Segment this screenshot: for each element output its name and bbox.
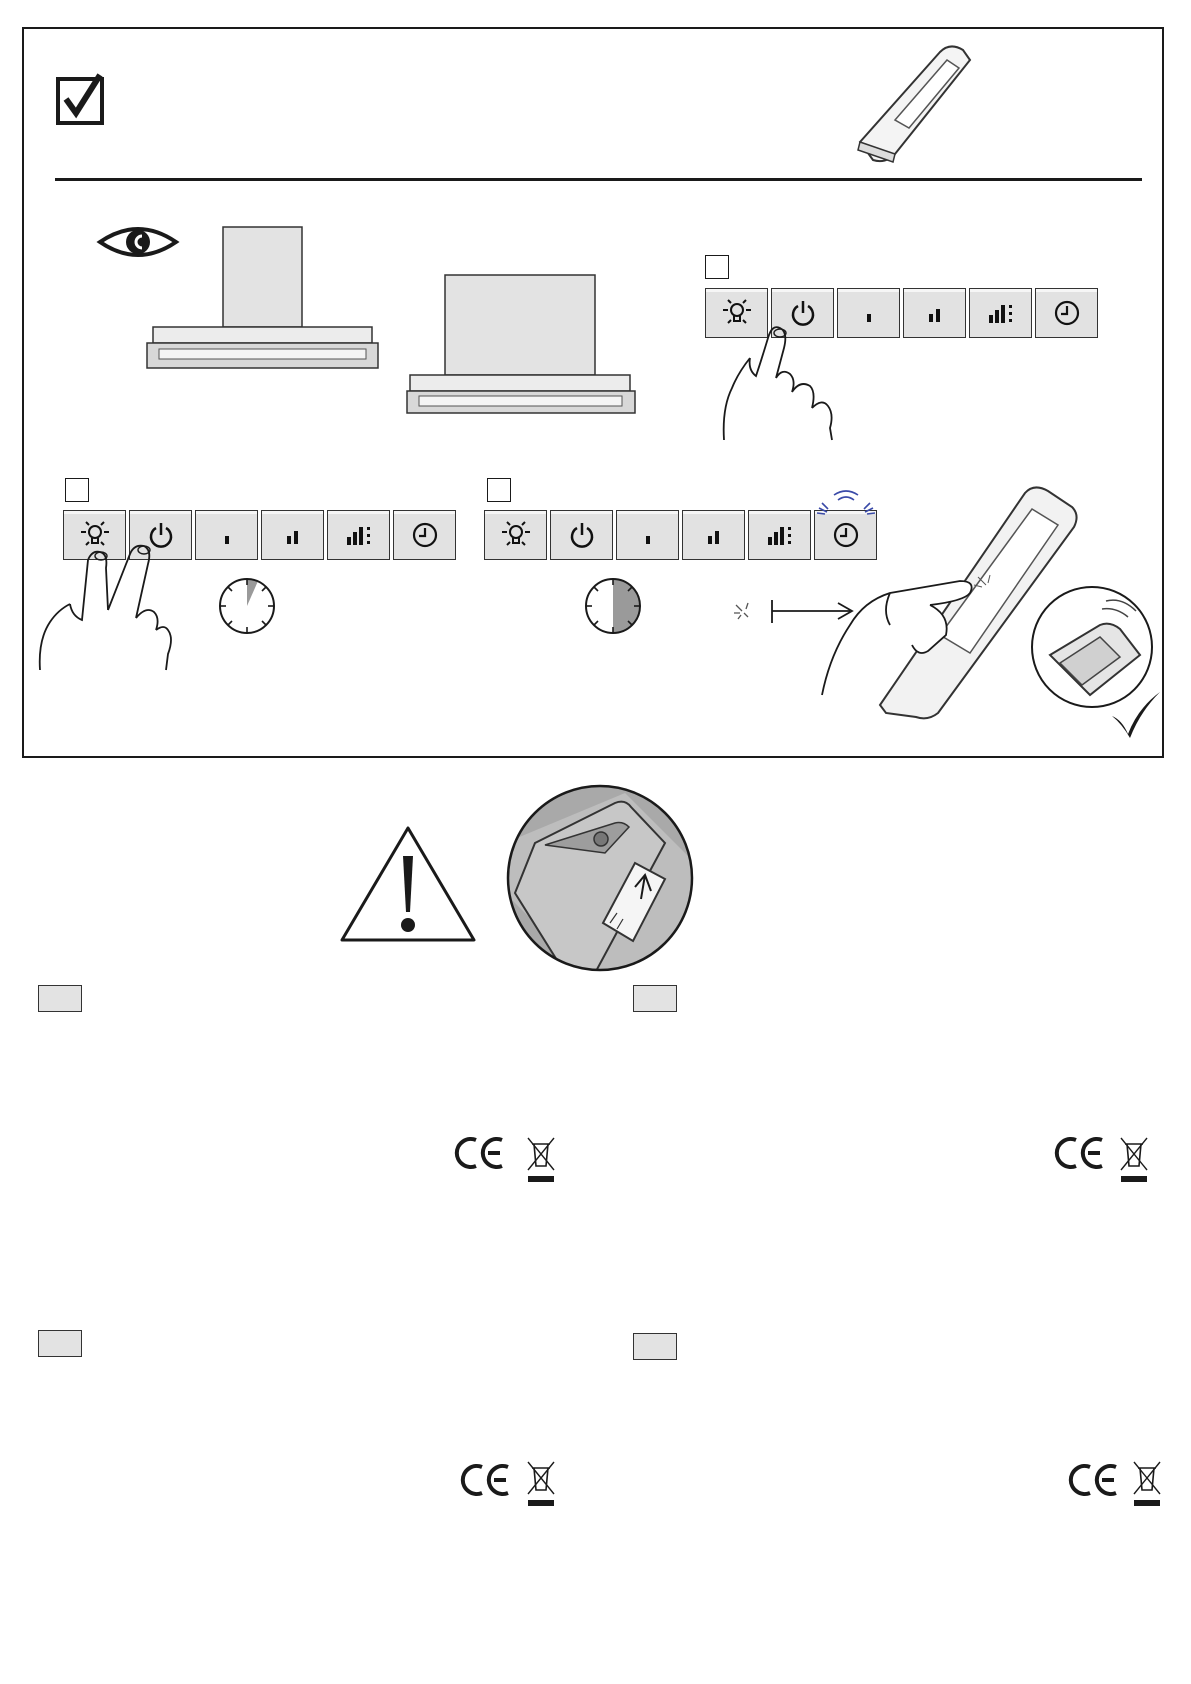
timer-dial-half-icon <box>584 577 642 635</box>
remote-control-icon <box>855 42 975 167</box>
ce-mark-icon <box>1056 1136 1106 1170</box>
fan-speed-2-button[interactable] <box>261 510 324 560</box>
fan-speed-2-icon <box>701 525 727 545</box>
divider <box>55 178 1142 181</box>
fan-speed-1-icon <box>856 303 882 323</box>
battery-compartment-detail-image <box>505 783 695 973</box>
fan-speed-1-icon <box>214 525 240 545</box>
weee-bin-icon <box>524 1136 558 1186</box>
timer-icon <box>1053 299 1081 327</box>
weee-bin-icon <box>524 1460 558 1510</box>
fan-speed-3-icon <box>765 524 795 546</box>
fan-speed-3-button[interactable] <box>969 288 1032 338</box>
language-box-3 <box>38 1330 82 1357</box>
language-box-4 <box>633 1333 677 1360</box>
fan-speed-2-button[interactable] <box>682 510 745 560</box>
fan-speed-3-button[interactable] <box>327 510 390 560</box>
light-icon <box>499 520 533 550</box>
light-button[interactable] <box>484 510 547 560</box>
fan-speed-2-icon <box>280 525 306 545</box>
power-button[interactable] <box>550 510 613 560</box>
ce-mark-icon <box>462 1463 512 1497</box>
cooker-hood-box-image <box>405 273 637 415</box>
checklist-icon <box>56 73 106 125</box>
warning-icon <box>338 824 478 944</box>
timer-button[interactable] <box>393 510 456 560</box>
fan-speed-1-button[interactable] <box>195 510 258 560</box>
timer-button[interactable] <box>1035 288 1098 338</box>
hand-pressing-two-keys-image <box>38 530 178 672</box>
ce-mark-icon <box>456 1136 506 1170</box>
fan-speed-3-icon <box>986 302 1016 324</box>
timer-icon <box>411 521 439 549</box>
ce-mark-icon <box>1070 1463 1120 1497</box>
fan-speed-3-icon <box>344 524 374 546</box>
language-box-1 <box>38 985 82 1012</box>
checkmark-icon <box>1108 690 1162 740</box>
weee-bin-icon <box>1130 1460 1164 1510</box>
fan-speed-2-button[interactable] <box>903 288 966 338</box>
fan-speed-1-button[interactable] <box>616 510 679 560</box>
step-box-3 <box>487 478 511 502</box>
power-icon <box>568 521 596 549</box>
fan-speed-2-icon <box>922 303 948 323</box>
timer-dial-short-icon <box>218 577 276 635</box>
language-box-2 <box>633 985 677 1012</box>
step-box-2 <box>65 478 89 502</box>
weee-bin-icon <box>1117 1136 1151 1186</box>
cooker-hood-chimney-image <box>145 225 380 370</box>
fan-speed-1-icon <box>635 525 661 545</box>
control-panel-3 <box>484 510 877 560</box>
step-box-1 <box>705 255 729 279</box>
hand-pressing-power-image <box>722 318 852 443</box>
fan-speed-3-button[interactable] <box>748 510 811 560</box>
